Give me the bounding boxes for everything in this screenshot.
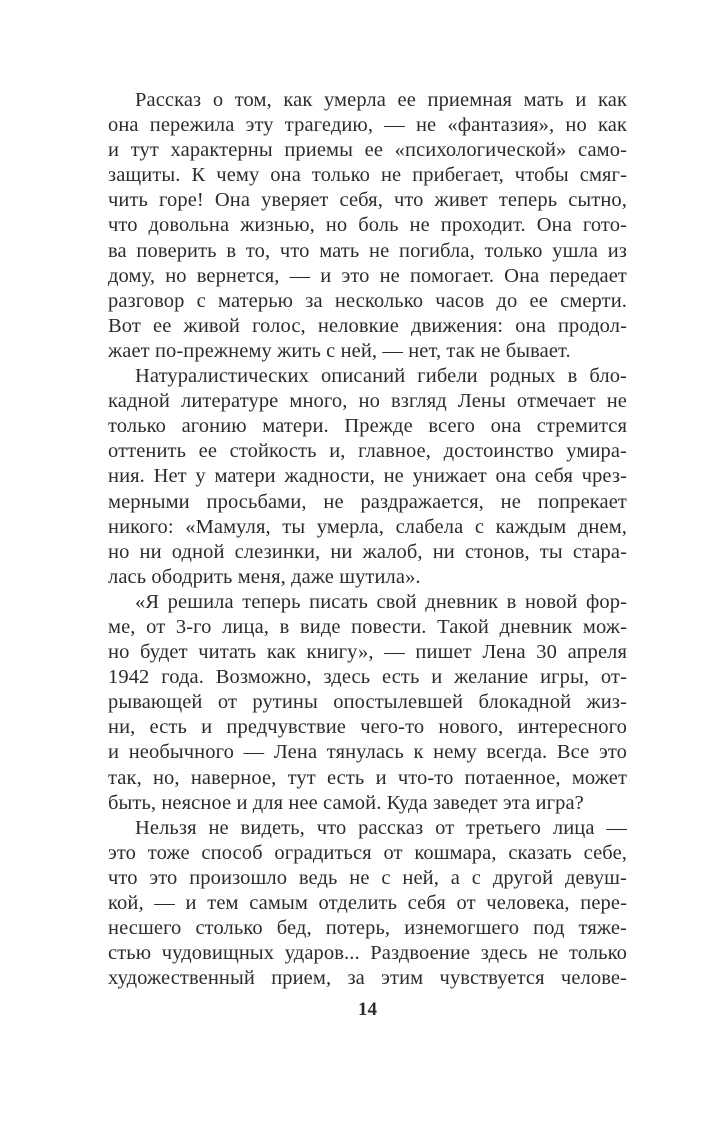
text-line: разговор с матерью за несколько часов до ее смерти. bbox=[108, 289, 627, 312]
text-line: Натуралистических описаний гибели родных в бло- bbox=[135, 365, 627, 388]
text-line: но ни одной слезинки, ни жалоб, ни стонов, ты стара- bbox=[108, 540, 627, 563]
text-line: что это произошло ведь не с ней, а с другой девуш- bbox=[108, 866, 627, 889]
text-line: оттенить ее стойкость и, главное, достоинство умира- bbox=[108, 440, 627, 463]
text-line: ме, от 3-го лица, в виде повести. Такой дневник мож- bbox=[108, 615, 627, 638]
text-line: несшего столько бед, потерь, изнемогшего под тяже- bbox=[108, 917, 627, 940]
page-number: 14 bbox=[358, 999, 377, 1020]
text-line: дому, но вернется, — и это не помогает. Она передает bbox=[108, 264, 627, 287]
text-line: так, но, наверное, тут есть и что-то потаенное, может bbox=[108, 766, 627, 789]
text-line: лась ободрить меня, даже шутила». bbox=[108, 565, 421, 588]
text-line: Нельзя не видеть, что рассказ от третьего лица — bbox=[135, 816, 627, 839]
text-line: защиты. К чему она только не прибегает, чтобы смяг- bbox=[108, 164, 627, 187]
text-line: никого: «Мамуля, ты умерла, слабела с каждым днем, bbox=[108, 515, 627, 538]
text-line: Вот ее живой голос, неловкие движения: она продол- bbox=[108, 314, 627, 337]
text-line: жает по-прежнему жить с ней, — нет, так не бывает. bbox=[108, 339, 571, 362]
text-line: Рассказ о том, как умерла ее приемная мать и как bbox=[135, 89, 627, 111]
text-line: «Я решила теперь писать свой дневник в новой фор- bbox=[135, 590, 627, 613]
text-line: это тоже способ оградиться от кошмара, сказать себе, bbox=[108, 841, 627, 864]
text-line: 1942 года. Возможно, здесь есть и желание игры, от- bbox=[108, 666, 627, 689]
text-line: и тут характерны приемы ее «психологической» само- bbox=[108, 139, 627, 162]
text-line: ва поверить в то, что мать не погибла, только ушла из bbox=[108, 239, 627, 262]
text-line: кадной литературе много, но взгляд Лены отмечает не bbox=[108, 390, 627, 413]
text-line: что довольна жизнью, но боль не проходит. Она гото- bbox=[108, 214, 627, 237]
text-block bbox=[108, 88, 627, 991]
text-line: и необычного — Лена тянулась к нему всегда. Все это bbox=[108, 741, 627, 764]
text-line: кой, — и тем самым отделить себя от человека, пере- bbox=[108, 892, 627, 914]
text-line: но будет читать как книгу», — пишет Лена 30 апреля bbox=[108, 641, 627, 664]
text-line: художественный прием, за этим чувствуется челове- bbox=[108, 967, 627, 990]
text-line: рывающей от рутины опостылевшей блокадной жиз- bbox=[108, 691, 627, 714]
text-line: она пережила эту трагедию, — не «фантазия», но как bbox=[108, 114, 627, 137]
text-line: быть, неясное и для нее самой. Куда заведет эта игра? bbox=[108, 791, 584, 814]
text-line: мерными просьбами, не раздражается, не попрекает bbox=[108, 490, 627, 513]
text-line: ни, есть и предчувствие чего-то нового, интересного bbox=[108, 716, 627, 739]
text-line: только агонию матери. Прежде всего она стремится bbox=[108, 415, 627, 438]
text-line: ния. Нет у матери жадности, не унижает она себя чрез- bbox=[108, 465, 627, 488]
text-line: стью чудовищных ударов... Раздвоение здесь не только bbox=[108, 942, 627, 965]
text-line: чить горе! Она уверяет себя, что живет теперь сытно, bbox=[108, 189, 627, 212]
